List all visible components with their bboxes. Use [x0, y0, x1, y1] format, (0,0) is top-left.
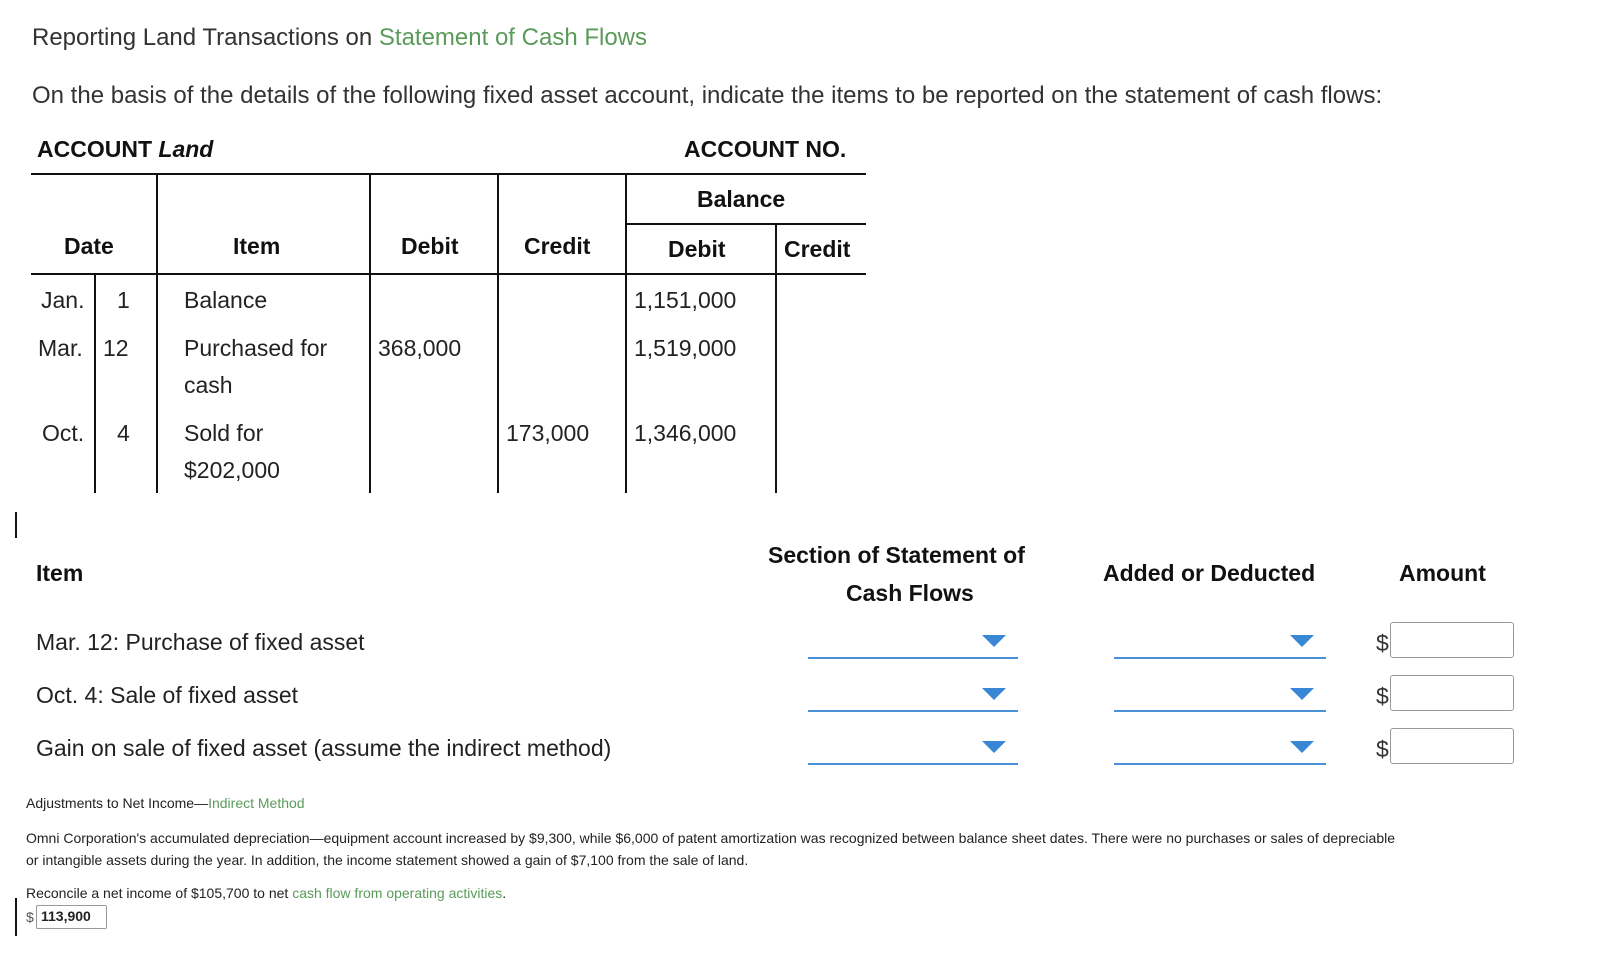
account-number-label: ACCOUNT NO.	[684, 136, 847, 162]
text-cursor-marker	[15, 512, 17, 538]
next-problem-heading	[26, 795, 305, 811]
row-month: Jan.	[41, 287, 85, 313]
instructions: On the basis of the details of the following fixed asset account, indicate the items to be reported on the statement of cash flows:	[32, 82, 1383, 109]
ledger-header-debit: Debit	[401, 233, 459, 259]
question-header-amount: Amount	[1399, 560, 1486, 586]
question-header-section-2: Cash Flows	[846, 580, 974, 606]
ledger-vline	[775, 223, 777, 493]
amount-input[interactable]	[1390, 675, 1514, 711]
row-item-line2: cash	[184, 372, 233, 398]
question-item-label: Gain on sale of fixed asset (assume the indirect method)	[36, 735, 612, 761]
section-dropdown[interactable]	[808, 680, 1018, 712]
row-item: Sold for	[184, 420, 264, 446]
amount-input[interactable]	[1390, 728, 1514, 764]
reconcile-link[interactable]: cash flow from operating activities	[292, 885, 503, 901]
ledger-header-balance-credit: Credit	[784, 236, 851, 262]
title-prefix: Reporting Land Transactions on	[32, 24, 379, 51]
reconcile-suffix: .	[502, 885, 507, 901]
problem-paragraph-line1: Omni Corporation's accumulated depreciation—equipment account increased by $9,300, while $6,000 of patent amortization was recognized between balance sheet dates. There were no purchases or sales of depreciable	[26, 830, 1396, 846]
row-item-line2: $202,000	[184, 457, 280, 483]
ledger-header-credit: Credit	[524, 233, 591, 259]
account-label: ACCOUNT	[37, 136, 152, 162]
ledger-vline	[625, 173, 627, 493]
chevron-down-icon	[982, 635, 1006, 647]
row-month: Mar.	[38, 335, 83, 361]
chevron-down-icon	[1290, 688, 1314, 700]
answer-input[interactable]: 113,900	[36, 905, 107, 929]
row-debit: 368,000	[378, 335, 462, 361]
row-month: Oct.	[42, 420, 85, 446]
heading-link[interactable]: Indirect Method	[208, 795, 305, 811]
ledger-header-balance-debit: Debit	[668, 236, 726, 262]
reconcile-instruction	[26, 885, 506, 901]
ledger-date-vline	[94, 275, 96, 493]
question-item-label: Mar. 12: Purchase of fixed asset	[36, 629, 365, 655]
problem-paragraph-line2: or intangible assets during the year. In addition, the income statement showed a gain of $7,100 from the sale of land.	[26, 852, 749, 868]
ledger-header-item: Item	[233, 233, 281, 259]
question-header-added: Added or Deducted	[1103, 560, 1316, 586]
row-balance-debit: 1,519,000	[634, 335, 737, 361]
row-day: 12	[103, 335, 129, 361]
question-item-label: Oct. 4: Sale of fixed asset	[36, 682, 299, 708]
row-item: Purchased for	[184, 335, 328, 361]
ledger-header-balance: Balance	[697, 186, 786, 212]
ledger-balance-line	[626, 223, 866, 225]
chevron-down-icon	[982, 688, 1006, 700]
question-header-item: Item	[36, 560, 84, 586]
chevron-down-icon	[1290, 741, 1314, 753]
ledger-vline	[369, 173, 371, 493]
row-day: 4	[117, 420, 130, 446]
answer-currency-symbol: $	[26, 909, 34, 925]
section-dropdown[interactable]	[808, 627, 1018, 659]
row-balance-debit: 1,151,000	[634, 287, 737, 313]
answer-left-bar	[15, 898, 17, 936]
question-header-section-1: Section of Statement of	[768, 542, 1025, 568]
row-credit: 173,000	[506, 420, 590, 446]
currency-symbol: $	[1376, 630, 1389, 656]
added-deducted-dropdown[interactable]	[1114, 680, 1326, 712]
row-balance-debit: 1,346,000	[634, 420, 737, 446]
ledger-vline	[497, 173, 499, 493]
account-name	[37, 136, 213, 163]
ledger-vline	[156, 173, 158, 493]
account-name-value: Land	[158, 136, 214, 162]
added-deducted-dropdown[interactable]	[1114, 733, 1326, 765]
chevron-down-icon	[1290, 635, 1314, 647]
chevron-down-icon	[982, 741, 1006, 753]
ledger-header-date: Date	[64, 233, 114, 259]
row-item: Balance	[184, 287, 268, 313]
page-title	[32, 24, 647, 52]
row-day: 1	[117, 287, 130, 313]
added-deducted-dropdown[interactable]	[1114, 627, 1326, 659]
reconcile-prefix: Reconcile a net income of $105,700 to net	[26, 885, 293, 901]
currency-symbol: $	[1376, 736, 1389, 762]
section-dropdown[interactable]	[808, 733, 1018, 765]
amount-input[interactable]	[1390, 622, 1514, 658]
title-link[interactable]: Statement of Cash Flows	[378, 24, 648, 51]
heading-prefix: Adjustments to Net Income—	[26, 795, 209, 811]
currency-symbol: $	[1376, 683, 1389, 709]
